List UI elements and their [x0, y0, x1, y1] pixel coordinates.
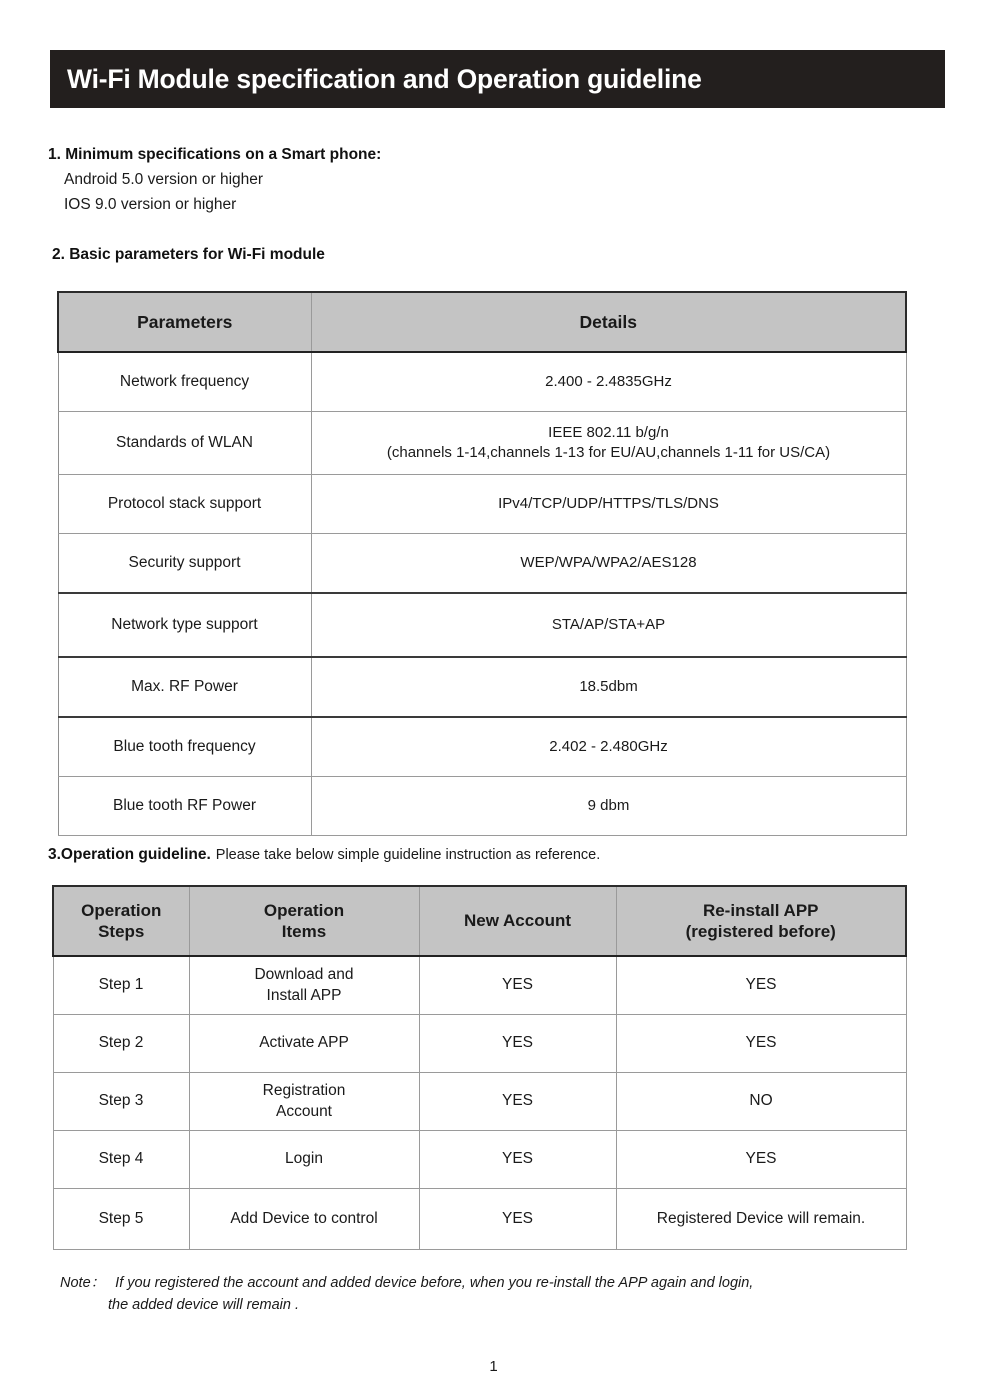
table-header-row [53, 886, 906, 956]
table-row [58, 593, 906, 657]
column-header-reinstall-app [616, 886, 906, 956]
note-line-2: the added device will remain . [108, 1297, 300, 1314]
parameter-name: Max. RF Power [58, 657, 311, 717]
section-operation-guideline [48, 846, 600, 864]
table-row [58, 717, 906, 777]
column-header-details: Details [311, 292, 906, 352]
header-line-2: Steps [98, 922, 145, 941]
new-account-value: YES [419, 1189, 616, 1250]
table-header-row [58, 292, 906, 352]
column-header-parameters: Parameters [58, 292, 311, 352]
new-account-value: YES [419, 1015, 616, 1073]
table-row [58, 412, 906, 475]
table-row [53, 1131, 906, 1189]
detail-line-2: (channels 1-14,channels 1-13 for EU/AU,channels 1-11 for US/CA) [386, 444, 831, 461]
item-line-1: Activate APP [259, 1034, 349, 1052]
item-line-2: Install APP [266, 986, 342, 1004]
parameter-detail [311, 534, 906, 594]
column-header-operation-items [189, 886, 419, 956]
parameter-name: Protocol stack support [58, 475, 311, 534]
note-label: Note： [60, 1275, 106, 1291]
operation-item [189, 1131, 419, 1189]
header-line-2: Items [281, 922, 327, 941]
section1-line-ios: IOS 9.0 version or higher [64, 196, 237, 213]
parameter-detail [311, 777, 906, 836]
step-label: Step 1 [53, 956, 189, 1015]
header-line-1: New Account [463, 911, 572, 931]
table-row [53, 1015, 906, 1073]
reinstall-value: YES [616, 1015, 906, 1073]
section-basic-parameters [52, 246, 325, 264]
parameter-name: Blue tooth frequency [58, 717, 311, 777]
table-row [53, 1073, 906, 1131]
reinstall-value: YES [616, 956, 906, 1015]
detail-line-1: IPv4/TCP/UDP/HTTPS/TLS/DNS [498, 494, 719, 512]
section3-subtext: Please take below simple guideline instruction as reference. [215, 847, 601, 863]
detail-line-1: 9 dbm [587, 796, 630, 814]
table-row [58, 534, 906, 594]
page-title: Wi-Fi Module specification and Operation guideline [67, 63, 702, 94]
operation-guideline-table [52, 885, 907, 1250]
parameter-detail [311, 475, 906, 534]
table-row [58, 475, 906, 534]
page-number: 1 [489, 1358, 498, 1375]
reinstall-value: NO [616, 1073, 906, 1131]
table-row [58, 777, 906, 836]
item-line-1: Download and [254, 966, 354, 984]
step-label: Step 5 [53, 1189, 189, 1250]
item-line-1: Login [285, 1150, 323, 1168]
detail-line-1: 2.402 - 2.480GHz [549, 737, 668, 755]
table-row [58, 352, 906, 412]
note-block [60, 1272, 940, 1317]
operation-item [189, 1015, 419, 1073]
new-account-value: YES [419, 956, 616, 1015]
detail-line-1: WEP/WPA/WPA2/AES128 [520, 553, 697, 571]
parameter-detail [311, 593, 906, 657]
parameter-detail [311, 657, 906, 717]
table-row [53, 956, 906, 1015]
header-line-1: Operation [263, 900, 345, 920]
detail-line-1: IEEE 802.11 b/g/n [548, 423, 669, 441]
parameter-name: Standards of WLAN [58, 412, 311, 475]
note-line-1: If you registered the account and added device before, when you re-install the APP again and login, [115, 1275, 754, 1291]
detail-line-1: STA/AP/STA+AP [551, 615, 666, 633]
column-header-new-account [419, 886, 616, 956]
reinstall-value: Registered Device will remain. [616, 1189, 906, 1250]
operation-item [189, 956, 419, 1015]
item-line-2: Account [275, 1102, 332, 1120]
parameter-name: Network type support [58, 593, 311, 657]
detail-line-1: 2.400 - 2.4835GHz [545, 372, 672, 390]
parameter-detail [311, 352, 906, 412]
parameter-detail [311, 412, 906, 475]
parameters-table [57, 291, 907, 836]
header-line-1: Re-install APP [702, 900, 819, 920]
column-header-operation-steps [53, 886, 189, 956]
header-line-1: Operation [81, 900, 162, 920]
section1-line-android: Android 5.0 version or higher [64, 171, 264, 188]
detail-line-1: 18.5dbm [579, 677, 638, 695]
document-title-banner [50, 50, 945, 108]
parameter-name: Security support [58, 534, 311, 594]
item-line-1: Add Device to control [230, 1209, 378, 1227]
table-row [53, 1189, 906, 1250]
section2-heading: 2. Basic parameters for Wi-Fi module [52, 246, 325, 263]
parameter-detail [311, 717, 906, 777]
item-line-1: Registration [262, 1082, 346, 1100]
operation-item [189, 1189, 419, 1250]
section-minimum-specifications [48, 146, 381, 214]
new-account-value: YES [419, 1073, 616, 1131]
table-row [58, 657, 906, 717]
parameter-name: Blue tooth RF Power [58, 777, 311, 836]
operation-item [189, 1073, 419, 1131]
section1-heading: 1. Minimum specifications on a Smart phone: [48, 146, 382, 163]
header-line-2: (registered before) [685, 922, 836, 941]
step-label: Step 2 [53, 1015, 189, 1073]
new-account-value: YES [419, 1131, 616, 1189]
section3-heading: 3.Operation guideline. [48, 846, 211, 863]
step-label: Step 3 [53, 1073, 189, 1131]
parameter-name: Network frequency [58, 352, 311, 412]
reinstall-value: YES [616, 1131, 906, 1189]
step-label: Step 4 [53, 1131, 189, 1189]
